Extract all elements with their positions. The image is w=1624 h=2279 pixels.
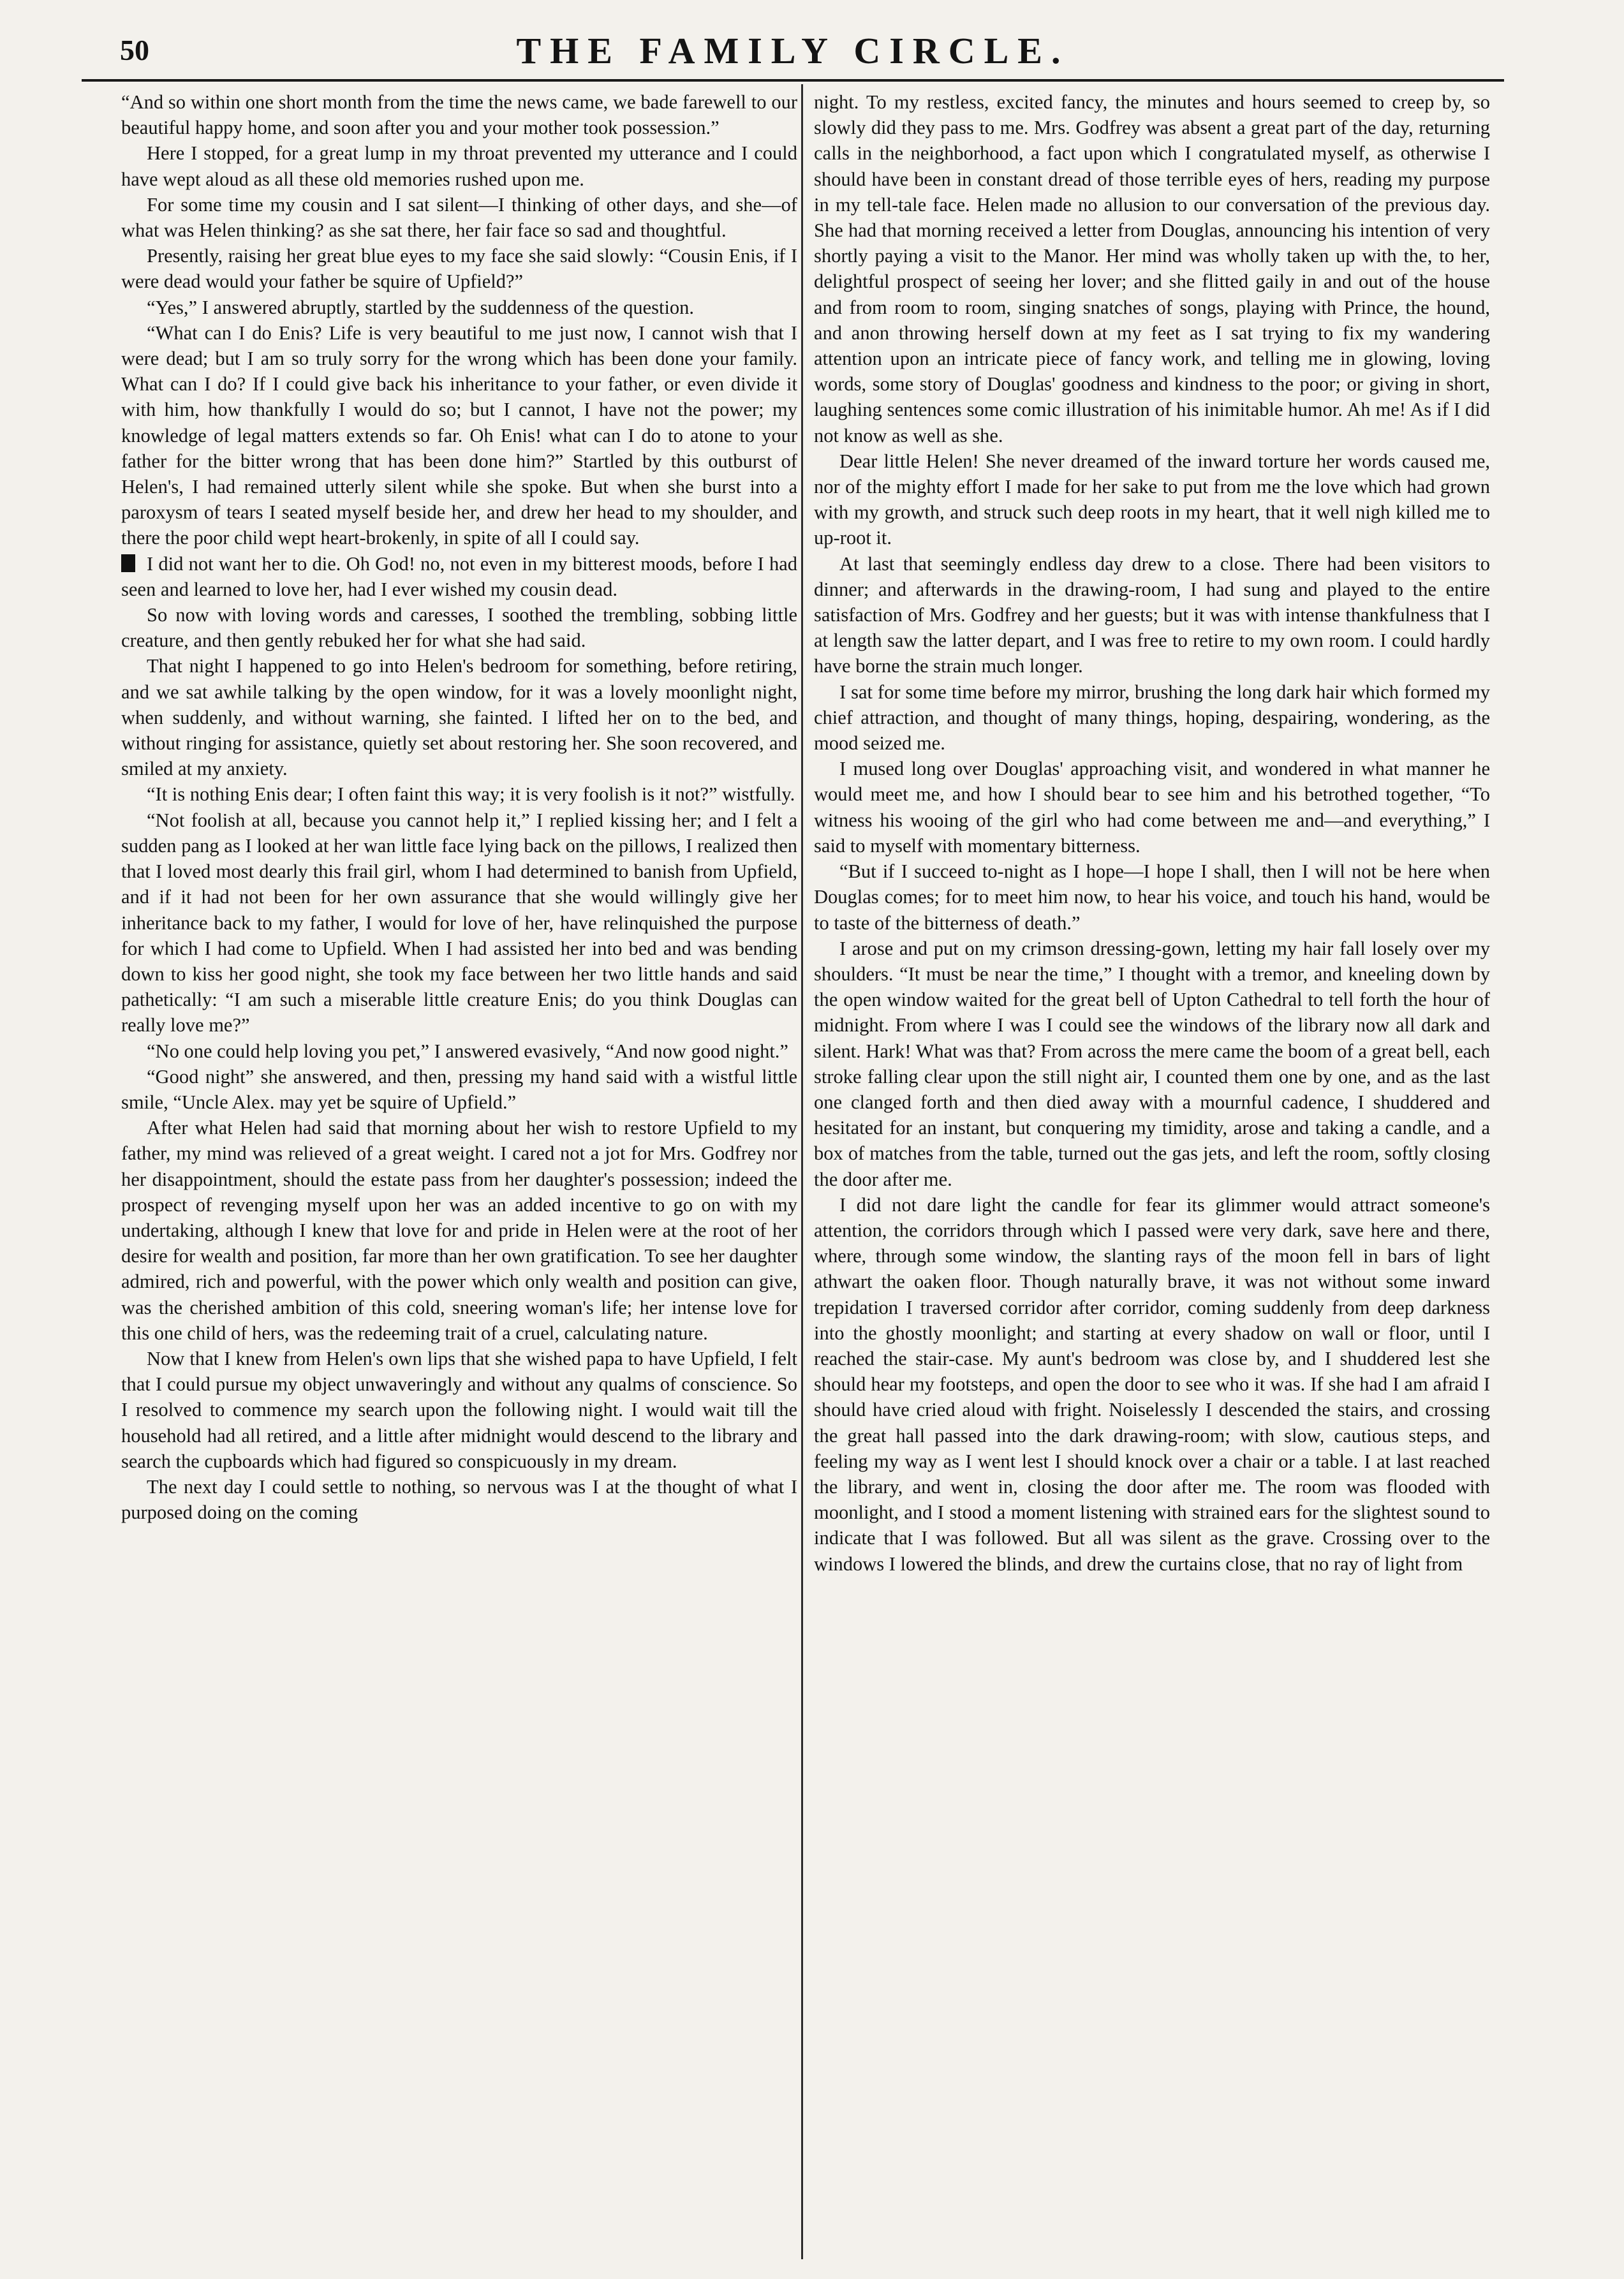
page-number: 50 <box>120 34 149 66</box>
paragraph: Now that I knew from Helen's own lips that she wished papa to have Upfield, I felt that I could pursue my object unwaveringly and without any qualms of conscience. So I resolved to commence my search upon the following night. I would wait till the household had all retired, and a little after midnight would descend to the library and search the cupboards which had figured so conspicuously in my dream. <box>121 1347 797 1472</box>
paragraph: I sat for some time before my mirror, brushing the long dark hair which formed my chief attraction, and thought of many things, hoping, despairing, wondering, as the mood seized me. <box>814 681 1490 755</box>
paragraph: “No one could help loving you pet,” I answered evasively, “And now good night.” <box>147 1040 788 1062</box>
paragraph: I mused long over Douglas' approaching visit, and wondered in what manner he would meet me, and how I should bear to see him and his betrothed together, “To witness his wooing of the girl who had come between me and—and everything,” I said to myself with momentary bitterness. <box>814 758 1490 857</box>
page-header <box>82 24 1504 82</box>
paragraph: At last that seemingly endless day drew to a close. There had been visitors to dinner; and afterwards in the drawing-room, I had sung and played to the entire satisfaction of Mrs. Godfrey and her guests; but it was with intense thankfulness that I at length saw the latter depart, and I was free to retire to my own room. I could hardly have borne the strain much longer. <box>814 552 1490 677</box>
column-divider <box>801 84 803 2259</box>
left-column <box>121 89 797 2258</box>
paragraph: For some time my cousin and I sat silent—I thinking of other days, and she—of what was Helen thinking? as she sat there, her fair face so sad and thoughtful. <box>121 193 797 242</box>
paragraph: “Not foolish at all, because you cannot help it,” I replied kissing her; and I felt a sudden pang as I looked at her wan little face lying back on the pillows, I realized then that I loved most dearly this frail girl, whom I had determined to banish from Upfield, and if it had not been for her own assurance that she would willingly give her inheritance back to my father, I would for love of her, have relinquished the purpose for which I had come to Upfield. When I had assisted her into bed and was bending down to kiss her good night, she took my face between her two little hands and said pathetically: “I am such a miserable little creature Enis; do you think Douglas can really love me?” <box>121 809 797 1036</box>
paragraph: “It is nothing Enis dear; I often faint this way; it is very foolish is it not?” wistfully. <box>147 783 795 806</box>
paragraph: night. To my restless, excited fancy, the minutes and hours seemed to creep by, so slowly did they pass to me. Mrs. Godfrey was absent a great part of the day, returning calls in the neighborhood, a fact upon which I congratulated myself, as otherwise I should have been in constant dread of those terrible eyes of hers, reading my purpose in my tell-tale face. Helen made no allusion to our conversation of the previous day. She had that morning received a letter from Douglas, announcing his intention of very shortly paying a visit to the Manor. Her mind was wholly taken up with the, to her, delightful prospect of seeing her lover; and she flitted gaily in and out of the house and from room to room, singing snatches of songs, playing with Prince, the hound, and anon throwing herself down at my feet as I sat trying to fix my wandering attention upon an intricate piece of fancy work, and telling me in glowing, loving words, some story of Douglas' goodness and kindness to the poor; or giving in short, laughing sentences some comic illustration of his inimitable humor. Ah me! As if I did not know as well as she. <box>814 91 1490 446</box>
masthead-title: THE FAMILY CIRCLE. <box>516 30 1070 71</box>
paragraph: Presently, raising her great blue eyes to my face she said slowly: “Cousin Enis, if I were dead would your father be squire of Upfield?” <box>121 245 797 293</box>
paragraph: I arose and put on my crimson dressing-gown, letting my hair fall losely over my shoulders. “It must be near the time,” I thought with a tremor, and kneeling down by the open window waited for the great bell of Upton Cathedral to tell forth the hour of midnight. From where I was I could see the windows of the library now all dark and silent. Hark! What was that? From across the mere came the boom of a great bell, each stroke falling clear upon the still night air, I counted them one by one, and as the last one clanged forth and then died away with a mournful cadence, I shuddered and hesitated for an instant, but conquering my timidity, arose and taking a candle, and a box of matches from the table, turned out the gas jets, and left the room, softly closing the door after me. <box>814 937 1490 1190</box>
paragraph: I did not dare light the candle for fear its glimmer would attract someone's attention, the corridors through which I passed were very dark, save here and there, where, through some window, the slanting rays of the moon fell in bars of light athwart the oaken floor. Though naturally brave, it was not without some inward trepidation I traversed corridor after corridor, coming suddenly from deep darkness into the ghostly moonlight; and starting at every shadow on wall or floor, until I reached the stair-case. My aunt's bedroom was close by, and I shuddered lest she should hear my footsteps, and open the door to see who it was. If she had I am afraid I should have cried aloud with fright. Noiselessly I descended the stairs, and crossing the great hall passed into the dark drawing-room; with slow, cautious steps, and feeling my way as I went lest I should knock over a chair or a table. I at last reached the library, and went in, closing the door after me. The room was flooded with moonlight, and I stood a moment listening with strained ears for the slightest sound to indicate that I was followed. But all was silent as the grave. Crossing over to the windows I lowered the blinds, and drew the curtains close, that no ray of light from <box>814 1193 1490 1575</box>
paragraph: Dear little Helen! She never dreamed of the inward torture her words caused me, nor of the mighty effort I made for her sake to put from me the love which had grown with my growth, and struck such deep roots in my heart, that it well nigh killed me to up-root it. <box>814 450 1490 549</box>
paragraph: So now with loving words and caresses, I soothed the trembling, sobbing little creature, and then gently rebuked her for what she had said. <box>121 604 797 652</box>
paragraph: “Good night” she answered, and then, pressing my hand said with a wistful little smile, “Uncle Alex. may yet be squire of Upfield.” <box>121 1065 797 1113</box>
paragraph: “And so within one short month from the time the news came, we bade farewell to our beautiful happy home, and soon after you and your mother took possession.” <box>121 91 797 139</box>
paragraph: “But if I succeed to-night as I hope—I hope I shall, then I will not be here when Douglas comes; for to meet him now, to hear his voice, and touch his hand, would be to taste of the bitterness of death.” <box>814 860 1490 934</box>
paragraph: The next day I could settle to nothing, so nervous was I at the thought of what I purposed doing on the coming <box>121 1475 797 1524</box>
right-column <box>814 89 1490 2258</box>
paragraph: That night I happened to go into Helen's bedroom for something, before retiring, and we sat awhile talking by the open window, for it was a lovely moonlight night, when suddenly, and without warning, she fainted. I lifted her on to the bed, and without ringing for assistance, quietly set about restoring her. She soon recovered, and smiled at my anxiety. <box>121 655 797 780</box>
paragraph: “What can I do Enis? Life is very beautiful to me just now, I cannot wish that I were dead; but I am so truly sorry for the wrong which has been done your family. What can I do? If I could give back his inheritance to your father, or even divide it with him, how thankfully I would do so; but I cannot, I have not the power; my knowledge of legal matters extends so far. Oh Enis! what can I do to atone to your father for the bitter wrong that has been done him?” Startled by this outburst of Helen's, I had remained utterly silent while she spoke. But when she burst into a paroxysm of tears I seated myself beside her, and drew her head to my shoulder, and there the poor child wept heart-brokenly, in spite of all I could say. <box>121 321 797 549</box>
paragraph: After what Helen had said that morning about her wish to restore Upfield to my father, my mind was relieved of a great weight. I cared not a jot for Mrs. Godfrey nor her disappointment, should the estate pass from her daughter's possession; indeed the prospect of revenging myself upon her was an added incentive to go on with my undertaking, although I knew that love for and pride in Helen were at the root of her desire for wealth and position, far more than her own gratification. To see her daughter admired, rich and powerful, with the power which only wealth and position can give, was the cherished ambition of this cold, sneering woman's life; her intense love for this one child of hers, was the redeeming trait of a cruel, calculating nature. <box>121 1117 797 1344</box>
paragraph: “Yes,” I answered abruptly, startled by the suddenness of the question. <box>147 296 695 318</box>
paragraph-marked: I did not want her to die. Oh God! no, not even in my bitterest moods, before I had seen and learned to love her, had I ever wished my cousin dead. <box>121 551 797 602</box>
paragraph: Here I stopped, for a great lump in my throat prevented my utterance and I could have wept aloud as all these old memories rushed upon me. <box>121 142 797 190</box>
